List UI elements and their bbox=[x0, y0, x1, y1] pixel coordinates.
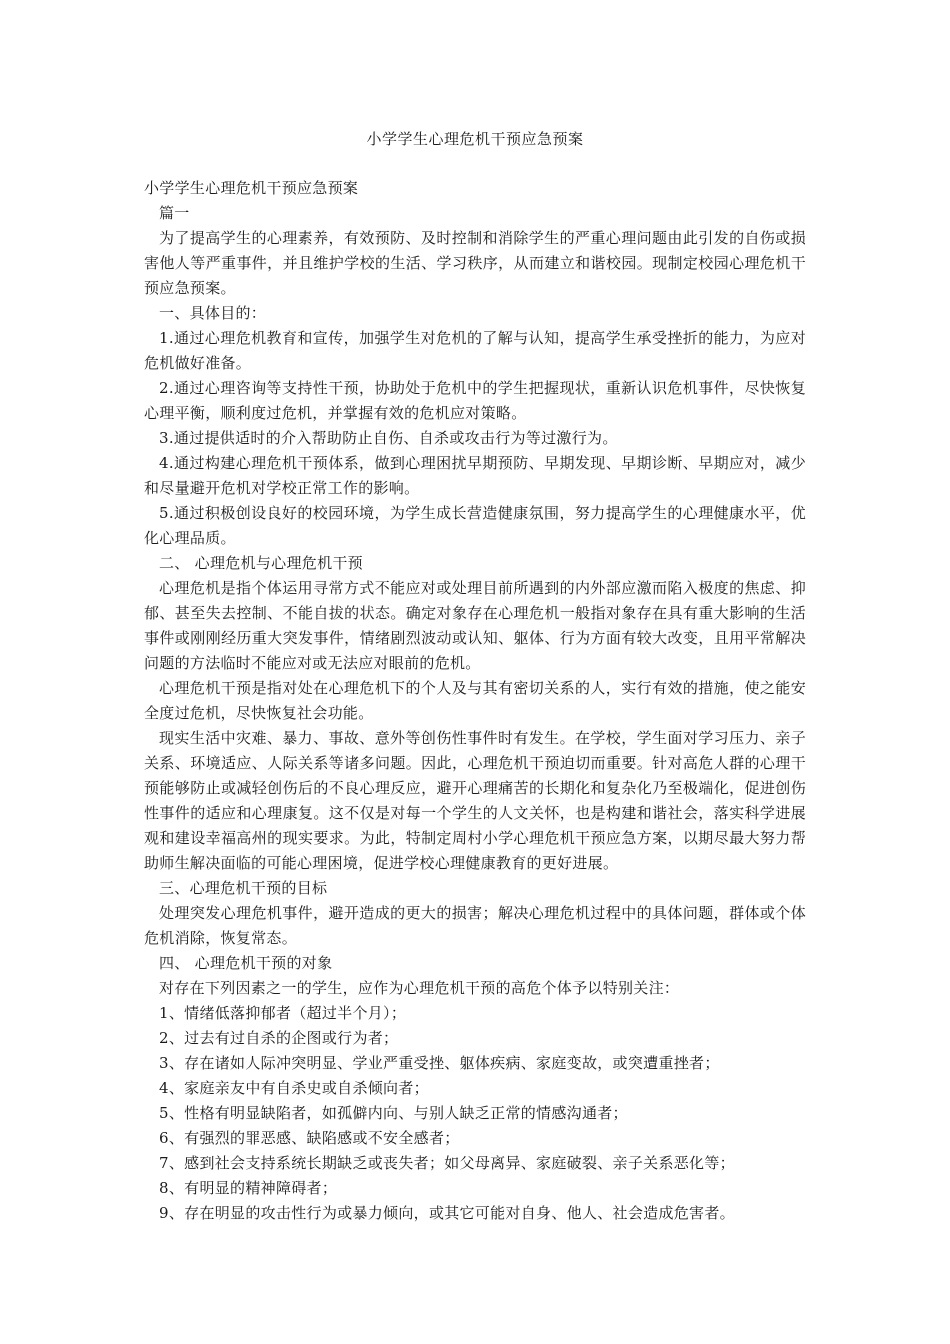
section-heading: 二、 心理危机与心理危机干预 bbox=[159, 554, 363, 572]
list-item: 4.通过构建心理危机干预体系，做到心理困扰早期预防、早期发现、早期诊断、早期应对，减少和尽量避开危机对学校正常工作的影响。 bbox=[144, 454, 806, 497]
list-item: 5、性格有明显缺陷者，如孤僻内向、与别人缺乏正常的情感沟通者； bbox=[159, 1104, 628, 1122]
section-heading: 一、具体目的： bbox=[159, 304, 267, 322]
document-body bbox=[144, 176, 806, 1226]
section-heading: 三、心理危机干预的目标 bbox=[159, 879, 328, 897]
intro-paragraph: 为了提高学生的心理素养，有效预防、及时控制和消除学生的严重心理问题由此引发的自伤或损害他人等严重事件，并且维护学校的生活、学习秩序，从而建立和谐校园。现制定校园心理危机干预应急预案。 bbox=[144, 229, 806, 297]
list-item: 1.通过心理危机教育和宣传，加强学生对危机的了解与认知，提高学生承受挫折的能力，为应对危机做好准备。 bbox=[144, 329, 806, 372]
list-item: 3.通过提供适时的介入帮助防止自伤、自杀或攻击行为等过激行为。 bbox=[159, 429, 618, 447]
list-item: 2、过去有过自杀的企图或行为者； bbox=[159, 1029, 399, 1047]
section-heading: 四、 心理危机干预的对象 bbox=[159, 954, 333, 972]
body-paragraph: 现实生活中灾难、暴力、事故、意外等创伤性事件时有发生。在学校，学生面对学习压力、亲子关系、环境适应、人际关系等诸多问题。因此，心理危机干预迫切而重要。针对高危人群的心理干预能够防止或减轻创伤后的不良心理反应，避开心理痛苦的长期化和复杂化乃至极端化，促进创伤性事件的适应和心理康复。这不仅是对每一个学生的人文关怀，也是构建和谐社会，落实科学进展观和建设幸福高州的现实要求。为此，特制定周村小学心理危机干预应急方案，以期尽最大努力帮助师生解决面临的可能心理困境，促进学校心理健康教育的更好进展。 bbox=[144, 729, 806, 872]
document-subtitle: 小学学生心理危机干预应急预案 bbox=[144, 179, 359, 197]
list-item: 5.通过积极创设良好的校园环境，为学生成长营造健康氛围，努力提高学生的心理健康水平，优化心理品质。 bbox=[144, 504, 806, 547]
list-item: 9、存在明显的攻击性行为或暴力倾向，或其它可能对自身、他人、社会造成危害者。 bbox=[159, 1204, 735, 1222]
body-paragraph: 对存在下列因素之一的学生，应作为心理危机干预的高危个体予以特别关注： bbox=[159, 979, 680, 997]
list-item: 2.通过心理咨询等支持性干预，协助处于危机中的学生把握现状，重新认识危机事件，尽快恢复心理平衡，顺利度过危机，并掌握有效的危机应对策略。 bbox=[144, 379, 806, 422]
list-item: 7、感到社会支持系统长期缺乏或丧失者；如父母离异、家庭破裂、亲子关系恶化等； bbox=[159, 1154, 735, 1172]
list-item: 8、有明显的精神障碍者； bbox=[159, 1179, 338, 1197]
list-item: 6、有强烈的罪恶感、缺陷感或不安全感者； bbox=[159, 1129, 460, 1147]
body-paragraph: 心理危机干预是指对处在心理危机下的个人及与其有密切关系的人，实行有效的措施，使之能安全度过危机，尽快恢复社会功能。 bbox=[144, 679, 806, 722]
body-paragraph: 心理危机是指个体运用寻常方式不能应对或处理目前所遇到的内外部应激而陷入极度的焦虑、抑郁、甚至失去控制、不能自拔的状态。确定对象存在心理危机一般指对象存在具有重大影响的生活事件或刚刚经历重大突发事件，情绪剧烈波动或认知、躯体、行为方面有较大改变，且用平常解决问题的方法临时不能应对或无法应对眼前的危机。 bbox=[144, 579, 806, 672]
part-label: 篇一 bbox=[159, 204, 190, 222]
list-item: 1、情绪低落抑郁者（超过半个月）； bbox=[159, 1004, 407, 1022]
document-title: 小学学生心理危机干预应急预案 bbox=[366, 130, 584, 148]
list-item: 3、存在诸如人际冲突明显、学业严重受挫、躯体疾病、家庭变故，或突遭重挫者； bbox=[159, 1054, 720, 1072]
body-paragraph: 处理突发心理危机事件，避开造成的更大的损害；解决心理危机过程中的具体问题，群体或个体危机消除，恢复常态。 bbox=[144, 904, 806, 947]
list-item: 4、家庭亲友中有自杀史或自杀倾向者； bbox=[159, 1079, 429, 1097]
